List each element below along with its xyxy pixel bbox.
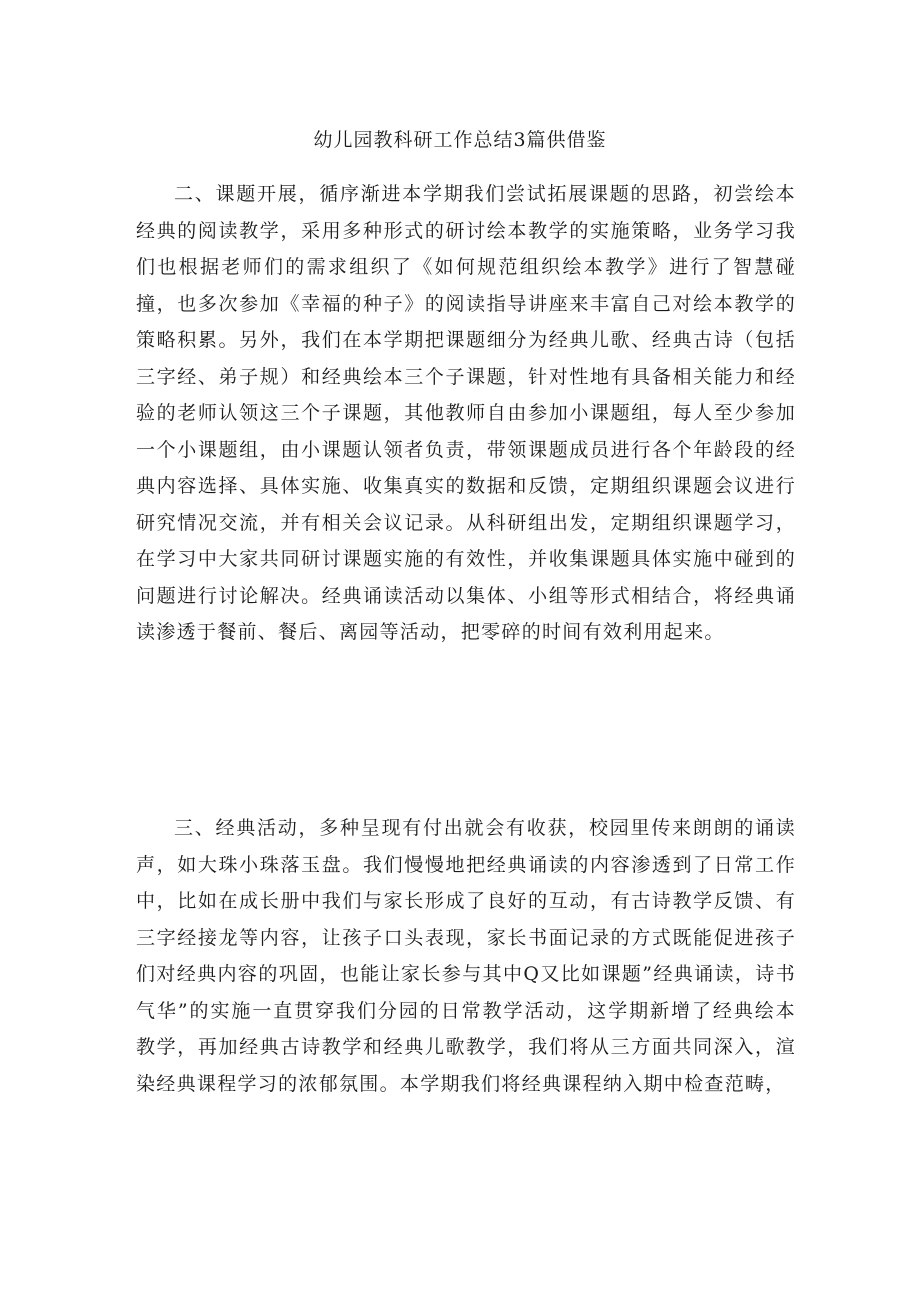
paragraph-classic-activities: 三、经典活动，多种呈现有付出就会有收获，校园里传来朗朗的诵读声，如大珠小珠落玉盘。我们慢慢地把经典诵读的内容渗透到了日常工作中，比如在成长册中我们与家长形成了良好的互动，有古诗教学反馈、有三字经接龙等内容，让孩子口头表现，家长书面记录的方式既能促进孩子们对经典内容的巩固，也能让家长参与其中Q又比如课题”经典诵读，诗书气华”的实施一直贯穿我们分园的日常教学活动，这学期新增了经典绘本教学，再加经典古诗教学和经典儿歌教学，我们将从三方面共同深入，渲染经典课程学习的浓郁氛围。本学期我们将经典课程纳入期中检查范畴，	[136, 817, 796, 1095]
document-title: 幼儿园教科研工作总结3篇供借鉴	[313, 129, 607, 151]
paragraph-course-development: 二、课题开展，循序渐进本学期我们尝试拓展课题的思路，初尝绘本经典的阅读教学，采用多种形式的研讨绘本教学的实施策略，业务学习我们也根据老师们的需求组织了《如何规范组织绘本教学》进行了智慧碰撞，也多次参加《幸福的种子》的阅读指导讲座来丰富自己对绘本教学的策略积累。另外，我们在本学期把课题细分为经典儿歌、经典古诗（包括三字经、弟子规）和经典绘本三个子课题，针对性地有具备相关能力和经验的老师认领这三个子课题，其他教师自由参加小课题组，每人至少参加一个小课题组，由小课题认领者负责，带领课题成员进行各个年龄段的经典内容选择、具体实施、收集真实的数据和反馈，定期组织课题会议进行研究情况交流，并有相关会议记录。从科研组出发，定期组织课题学习，在学习中大家共同研讨课题实施的有效性，并收集课题具体实施中碰到的问题进行讨论解决。经典诵读活动以集体、小组等形式相结合，将经典诵读渗透于餐前、餐后、离园等活动，把零碎的时间有效利用起来。	[136, 183, 796, 643]
